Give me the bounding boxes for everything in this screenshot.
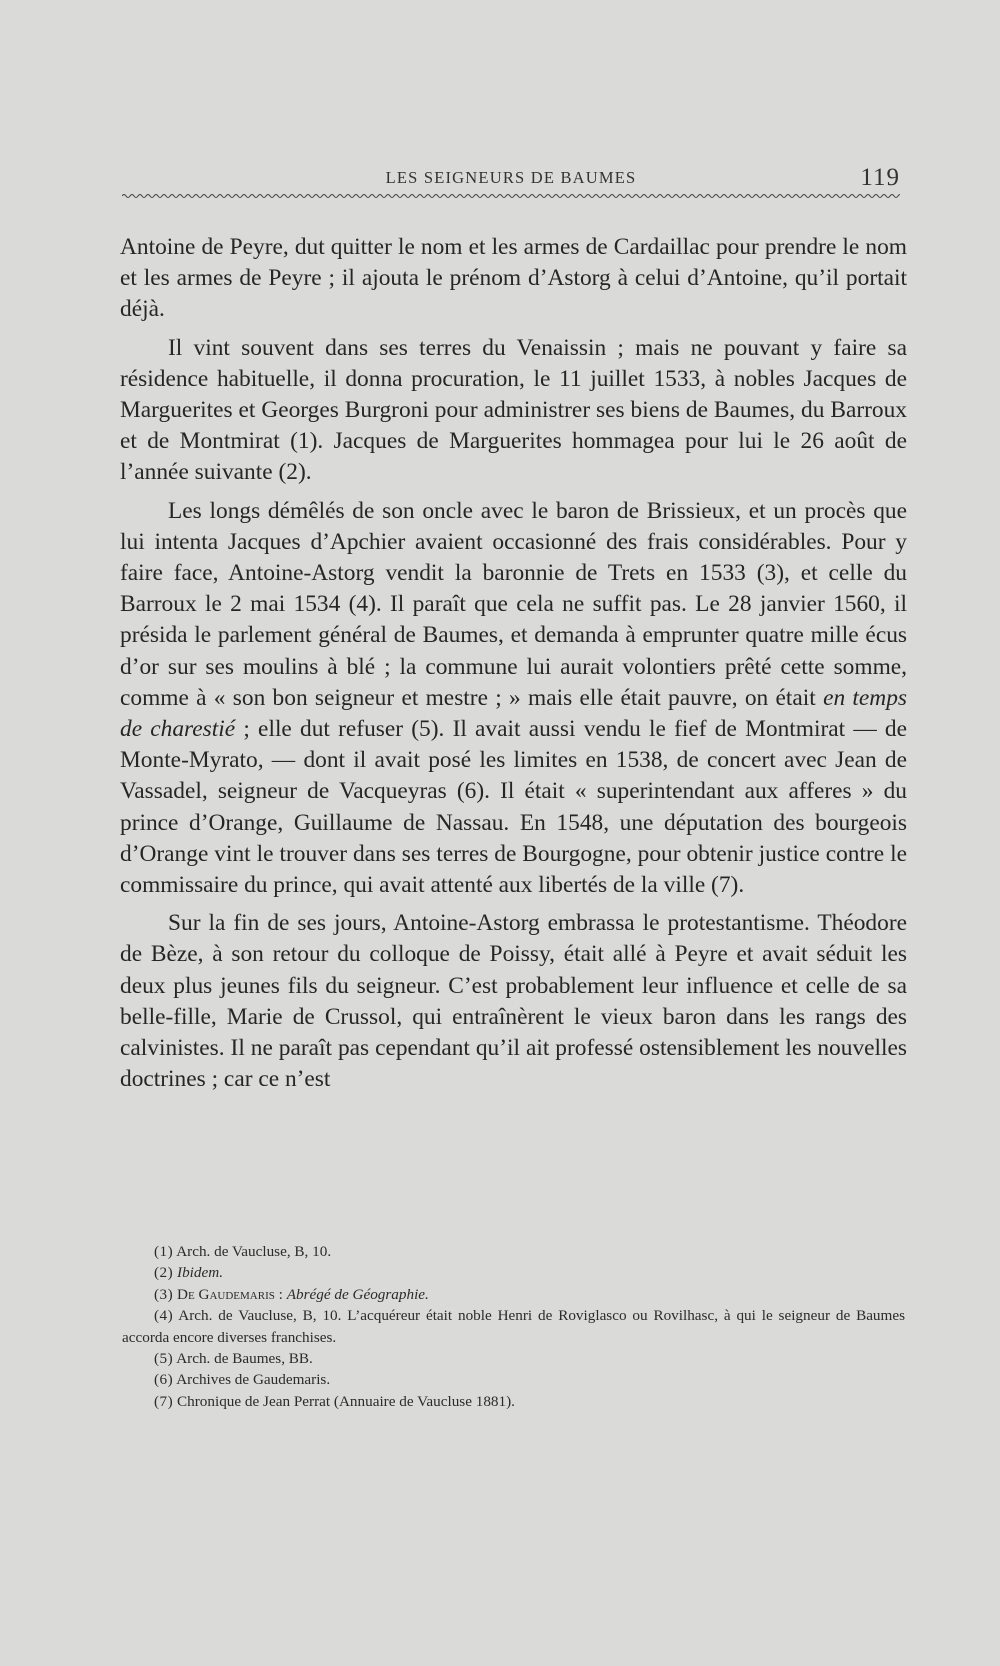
page-number: 119 [860,164,900,191]
footnote-number: (3) [154,1285,174,1303]
footnote-number: (2) [154,1264,174,1282]
footnote-number: (6) [154,1371,174,1389]
footnote-text: Archives de Gaudemaris. [176,1371,331,1389]
footnote-6 [122,1369,905,1390]
paragraph-3-part-a: Les longs démêlés de son oncle avec le baron de Brissieux, et un procès que lui intenta Jacques d’Apchier avaient occasionné des frais considérables. Pour y faire face, Antoine-Astorg vendit la baronnie de Trets en 1533 (3), et celle du Barroux le 2 mai 1534 (4). Il paraît que cela ne suffit pas. Le 28 janvier 1560, il présida le parlement général de Baumes, et demanda à emprunter quatre mille écus d’or sur ses moulins à blé ; la commune lui aurait volontiers prêté cette somme, comme à « son bon seigneur et mestre ; » mais elle était pauvre, on était [120,497,907,711]
footnote-text: Arch. de Vaucluse, B, 10. [176,1243,332,1260]
running-head [122,164,900,194]
footnote-3 [122,1284,905,1305]
footnote-text: Arch. de Vaucluse, B, 10. L’acquéreur était noble Henri de Roviglasco ou Rovilhasc, à qui le seigneur de Baumes accorda encore diverses franchises. [122,1307,905,1346]
footnote-5 [122,1348,905,1369]
footnote-text: Ibidem. [177,1264,223,1282]
footnote-7 [122,1391,905,1412]
paragraph-3 [120,496,907,902]
paragraph-2: Il vint souvent dans ses terres du Venaissin ; mais ne pouvant y faire sa résidence habituelle, il donna procuration, le 11 juillet 1533, à nobles Jacques de Marguerites et Georges Burgroni pour administrer ses biens de Baumes, du Barroux et de Montmirat (1). Jacques de Marguerites hommagea pour lui le 26 août de l’année suivante (2). [120,334,907,486]
footnote-2 [122,1262,905,1283]
footnotes [122,1241,905,1412]
footnote-text: Arch. de Baumes, BB. [176,1350,313,1368]
paragraph-3-part-b: ; elle dut refuser (5). Il avait aussi vendu le fief de Montmirat — de Monte-Myrato, — dont il avait posé les limites en 1538, de concert avec Jean de Vassadel, seigneur de Vacqueyras (6). Il était « superintendant aux afferes » du prince d’Orange, Guillaume de Nassau. En 1548, une députation des bourgeois d’Orange vint le trouver dans ses terres de Bourgogne, pour obtenir justice contre le commissaire du prince, qui avait attenté aux libertés de la ville (7). [120,716,907,899]
running-title: LES SEIGNEURS DE BAUMES [385,168,637,187]
body-text [120,232,907,1102]
paragraph-3-italic: en temps de charestié [120,684,907,743]
wavy-rule-divider [122,192,900,200]
footnote-separator: : [274,1285,287,1303]
footnote-number: (4) [154,1307,174,1325]
footnote-4 [122,1305,905,1348]
footnote-1 [122,1241,905,1262]
footnote-author: De Gaudemaris [177,1285,275,1303]
footnote-number: (7) [154,1392,174,1410]
footnote-text: Chronique de Jean Perrat (Annuaire de Vaucluse 1881). [177,1392,515,1410]
footnote-title: Abrégé de Géographie. [286,1285,429,1303]
paragraph-4: Sur la fin de ses jours, Antoine-Astorg embrassa le protestantisme. Théodore de Bèze, à son retour du colloque de Poissy, était allé à Peyre et avait séduit les deux plus jeunes fils du seigneur. C’est probablement leur influence et celle de sa belle-fille, Marie de Crussol, qui entraînèrent le vieux baron dans les rangs des calvinistes. Il ne paraît pas cependant qu’il ait professé ostensiblement les nouvelles doctrines ; car ce n’est [120,910,907,1093]
footnote-number: (1) [154,1243,174,1260]
footnote-number: (5) [154,1350,174,1368]
paragraph-1: Antoine de Peyre, dut quitter le nom et les armes de Cardaillac pour prendre le nom et les armes de Peyre ; il ajouta le prénom d’Astorg à celui d’Antoine, qu’il portait déjà. [120,234,907,323]
